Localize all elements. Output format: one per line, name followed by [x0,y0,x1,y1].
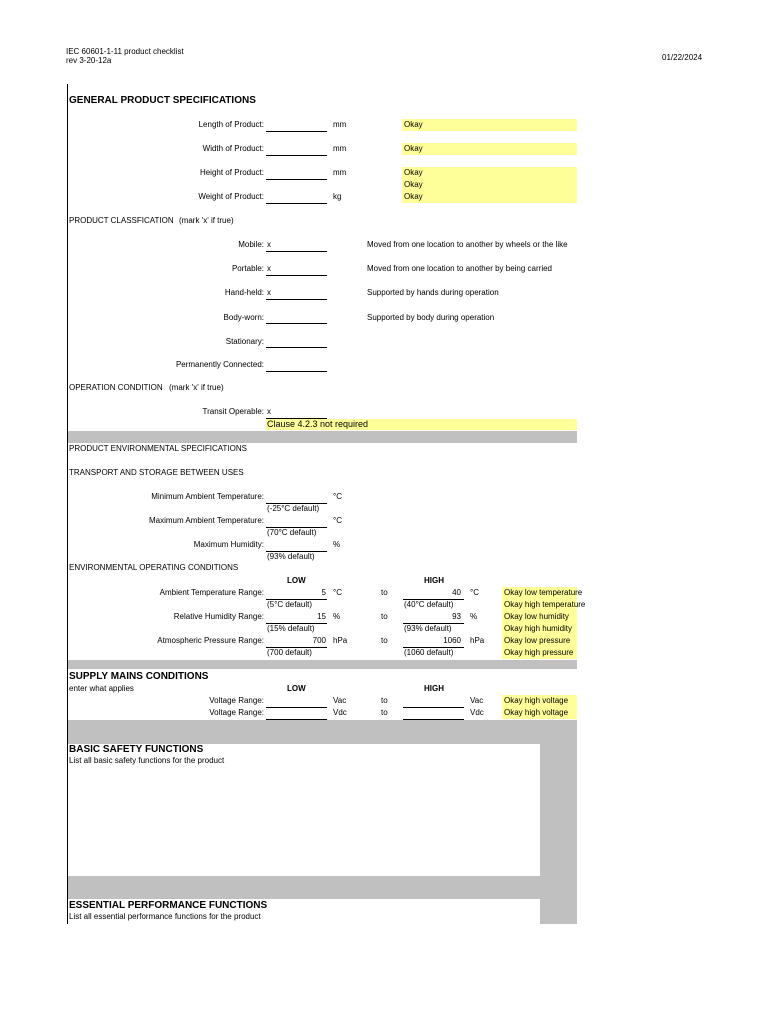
environment-title: PRODUCT ENVIRONMENTAL SPECIFICATIONS [69,444,247,453]
extra-status: Okay [404,180,423,189]
height-unit: mm [333,168,347,177]
voltage-dc-label: Voltage Range: [209,708,264,717]
length-status: Okay [404,120,423,129]
max-humidity-label: Maximum Humidity: [193,540,264,549]
voltage-ac-label: Voltage Range: [209,696,264,705]
humidity-status-low: Okay low humidity [504,612,569,621]
clause-note: Clause 4.2.3 not required [267,419,369,429]
date-label: 01/22/2024 [662,53,703,62]
height-label: Height of Product: [199,168,264,177]
pressure-status-high: Okay high pressure [504,648,574,657]
pressure-to: to [381,636,388,645]
ambient-temp-high-unit: °C [470,588,479,597]
length-field[interactable] [266,131,327,132]
voltage-ac-low-field[interactable] [266,707,327,708]
voltage-ac-high-unit: Vac [470,696,484,705]
hand-held-field[interactable] [266,299,327,300]
essential-performance-title: ESSENTIAL PERFORMANCE FUNCTIONS [69,900,268,911]
hand-held-value[interactable]: x [267,288,271,297]
section-divider-2 [68,660,577,669]
ambient-temp-low-value[interactable]: 5 [321,588,326,597]
max-ambient-temp-label: Maximum Ambient Temperature: [148,516,264,525]
voltage-dc-high-unit: Vdc [470,708,484,717]
ambient-temp-high-default: (40°C default) [404,600,454,609]
pressure-low-value[interactable]: 700 [312,636,326,645]
min-ambient-temp-unit: °C [333,492,342,501]
portable-field[interactable] [266,275,327,276]
basic-safety-hint: List all basic safety functions for the product [69,756,225,765]
voltage-ac-status: Okay high voltage [504,696,569,705]
min-ambient-temp-default: (-25°C default) [267,504,320,513]
document-title: IEC 60601-1-11 product checklist [66,47,184,56]
revision-label: rev 3-20-12a [66,56,112,65]
body-worn-note: Supported by body during operation [367,313,495,322]
ambient-temp-high-value[interactable]: 40 [452,588,461,597]
weight-label: Weight of Product: [198,192,264,201]
stationary-field[interactable] [266,347,327,348]
min-ambient-temp-label: Minimum Ambient Temperature: [151,492,264,501]
operating-title: ENVIRONMENTAL OPERATING CONDITIONS [69,563,239,572]
portable-label: Portable: [231,264,264,273]
classification-hint: (mark 'x' if true) [179,216,234,225]
permanently-connected-field[interactable] [266,371,327,372]
ambient-temp-range-label: Ambient Temperature Range: [159,588,264,597]
humidity-high-value[interactable]: 93 [452,612,461,621]
pressure-status-low: Okay low pressure [504,636,571,645]
max-ambient-temp-unit: °C [333,516,342,525]
classification-title: PRODUCT CLASSFICATION [69,216,174,225]
ambient-temp-to: to [381,588,388,597]
humidity-low-unit: % [333,612,341,621]
transit-operable-label: Transit Operable: [202,407,264,416]
hand-held-note: Supported by hands during operation [367,288,499,297]
length-status-bg [402,119,577,131]
width-unit: mm [333,144,347,153]
voltage-ac-to: to [381,696,388,705]
length-label: Length of Product: [198,120,264,129]
humidity-range-label: Relative Humidity Range: [173,612,264,621]
ambient-temp-low-default: (5°C default) [267,600,312,609]
voltage-dc-low-unit: Vdc [333,708,347,717]
transport-title: TRANSPORT AND STORAGE BETWEEN USES [69,468,244,477]
general-section-title: GENERAL PRODUCT SPECIFICATIONS [69,95,256,106]
ambient-temp-low-unit: °C [333,588,342,597]
operating-low-header: LOW [287,576,306,585]
hand-held-label: Hand-held: [224,288,264,297]
mobile-field[interactable] [266,251,327,252]
pressure-low-default: (700 default) [267,648,312,657]
pressure-high-unit: hPa [470,636,485,645]
max-humidity-unit: % [333,540,341,549]
body-worn-label: Body-worn: [223,313,264,322]
humidity-high-default: (93% default) [404,624,452,633]
pressure-high-value[interactable]: 1060 [443,636,461,645]
portable-value[interactable]: x [267,264,271,273]
transit-operable-value[interactable]: x [267,407,271,416]
section-divider-3 [68,720,577,741]
width-status-bg [402,143,577,155]
stationary-label: Stationary: [225,337,264,346]
ambient-temp-status-high: Okay high temperature [504,600,586,609]
humidity-status-high: Okay high humidity [504,624,573,633]
voltage-dc-to: to [381,708,388,717]
width-label: Width of Product: [202,144,264,153]
humidity-low-value[interactable]: 15 [317,612,326,621]
length-unit: mm [333,120,347,129]
height-weight-status-bg [402,167,577,203]
max-humidity-default: (93% default) [267,552,315,561]
pressure-high-default: (1060 default) [404,648,454,657]
voltage-ac-high-field[interactable] [403,707,464,708]
width-field[interactable] [266,155,327,156]
portable-note: Moved from one location to another by being carried [367,264,552,273]
section-divider-1 [68,431,577,443]
height-field[interactable] [266,179,327,180]
supply-title: SUPPLY MAINS CONDITIONS [69,671,209,682]
mobile-label: Mobile: [238,240,264,249]
operating-high-header: HIGH [424,576,444,585]
width-status: Okay [404,144,423,153]
supply-low-header: LOW [287,684,306,693]
supply-hint: enter what applies [69,684,134,693]
humidity-to: to [381,612,388,621]
weight-status: Okay [404,192,423,201]
humidity-high-unit: % [470,612,478,621]
height-status: Okay [404,168,423,177]
permanently-connected-label: Permanently Connected: [175,360,264,369]
voltage-dc-status: Okay high voltage [504,708,569,717]
operation-title: OPERATION CONDITION [69,383,163,392]
mobile-value[interactable]: x [267,240,271,249]
humidity-low-default: (15% default) [267,624,315,633]
operation-hint: (mark 'x' if true) [169,383,224,392]
max-ambient-temp-default: (70°C default) [267,528,317,537]
basic-safety-title: BASIC SAFETY FUNCTIONS [69,744,204,755]
essential-performance-hint: List all essential performance functions for the product [69,912,261,921]
weight-unit: kg [333,192,342,201]
body-worn-field[interactable] [266,323,327,324]
supply-high-header: HIGH [424,684,444,693]
pressure-range-label: Atmospheric Pressure Range: [157,636,264,645]
ambient-temp-status-low: Okay low temperature [504,588,583,597]
weight-field[interactable] [266,203,327,204]
pressure-low-unit: hPa [333,636,348,645]
voltage-ac-low-unit: Vac [333,696,347,705]
mobile-note: Moved from one location to another by wheels or the like [367,240,568,249]
